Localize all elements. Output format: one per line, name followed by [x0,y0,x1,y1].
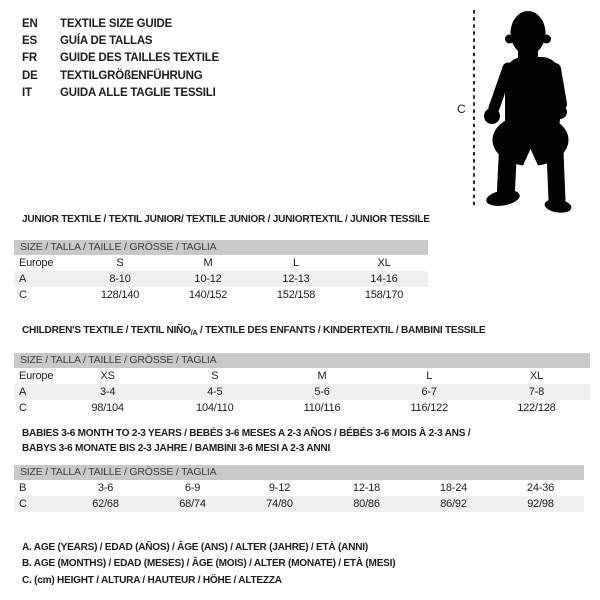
language-label: GUIDA ALLE TAGLIE TESSILI [60,87,216,100]
baby-figure [450,0,590,222]
title-line-2: BABYS 3-6 MONATE BIS 2-3 JAHRE / BAMBINI 3-6 MESI A 2-3 ANNI [22,442,331,454]
junior-textile-table [14,213,428,303]
footnote-a: A. AGE (YEARS) / EDAD (AÑOS) / ÂGE (ANS) / ALTER (JAHRE) / ETÀ (ANNI) [22,541,368,553]
table-row-europe [14,255,428,271]
size-value-cell: 128/140 [100,289,140,301]
table-row-europe [14,368,590,384]
size-value-cell: 62/68 [92,498,119,510]
language-row-de [22,67,219,84]
size-value-cell: 74/80 [266,498,293,510]
size-value-cell: 116/122 [410,402,448,414]
row-label-cell: A [19,273,27,285]
row-label-cell: Europe [19,370,54,382]
size-value-cell: 122/128 [517,402,556,414]
footnote-c: C. (cm) HEIGHT / ALTURA / HAUTEUR / HÖHE / ALTEZZA [22,573,282,586]
size-header-bar: SIZE / TALLA / TAILLE / GRÖSSE / TAGLIA [14,465,584,480]
table-row-height [14,400,590,416]
title-text: / TEXTILE DES ENFANTS / KINDERTEXTIL / BAMBINI TESSILE [197,324,486,336]
row-label-cell: A [19,386,27,398]
size-value-cell: 92/98 [527,498,554,510]
row-label-cell: C [19,498,27,510]
junior-table-rows [14,255,428,303]
size-header-bar: SIZE / TALLA / TAILLE / GRÖSSE / TAGLIA [14,353,590,368]
size-value-cell: 14-16 [370,273,398,285]
size-value-cell: 5-6 [314,386,330,398]
language-label: GUÍA DE TALLAS [60,35,153,48]
size-header-bar: SIZE / TALLA / TAILLE / GRÖSSE / TAGLIA [14,240,428,255]
row-label-cell: Europe [19,257,54,269]
language-row-fr [22,50,219,67]
size-value-cell: S [211,370,219,382]
title-text: CHILDREN'S TEXTILE / TEXTIL NIÑO [22,324,191,336]
footnotes [22,539,395,588]
childrens-table-rows [14,368,590,416]
size-value-cell: 4-5 [207,386,223,398]
language-code: ES [22,35,37,48]
size-value-cell: 12-18 [352,482,381,494]
size-value-cell: 10-12 [194,273,222,285]
size-value-cell: M [317,370,327,382]
size-value-cell: 152/158 [276,289,316,301]
babies-table-rows [14,480,584,512]
table-row-age [14,271,428,287]
language-label: TEXTILE SIZE GUIDE [60,17,173,30]
size-value-cell: M [203,257,213,269]
language-row-en [22,15,219,32]
size-value-cell: 104/110 [196,402,234,414]
language-code: DE [22,69,38,82]
baby-silhouette-icon [450,0,585,222]
row-label-cell: B [19,482,27,494]
language-label: TEXTILGRÖßENFÜHRUNG [60,69,203,82]
junior-table-title: JUNIOR TEXTILE / TEXTIL JUNIOR/ TEXTILE JUNIOR / JUNIORTEXTIL / JUNIOR TESSILE [22,213,430,225]
size-value-cell: 9-12 [268,482,291,494]
table-row-age [14,384,590,400]
size-value-cell: 158/170 [364,289,404,301]
size-value-cell: 7-8 [528,386,545,398]
babies-textile-table [14,426,584,512]
size-value-cell: 3-6 [97,482,114,494]
size-value-cell: L [293,257,299,269]
language-list [22,15,219,102]
size-value-cell: L [426,370,433,382]
language-label: GUIDE DES TAILLES TEXTILE [60,52,219,65]
language-code: FR [22,52,37,65]
row-label-cell: C [19,289,27,301]
childrens-table-title [22,324,567,339]
title-line-1: BABIES 3-6 MONTH TO 2-3 YEARS / BEBÉS 3-6 MESES A 2-3 AÑOS / BÉBÉS 3-6 MOIS À 2-3 ANS / [22,427,471,439]
size-value-cell: 8-10 [109,273,131,285]
row-label-cell: C [19,402,27,414]
childrens-textile-table [14,324,590,416]
table-row-months [14,480,584,496]
language-code: EN [22,17,38,30]
height-measure-label: C [457,102,466,116]
size-value-cell: 140/152 [188,289,228,301]
size-value-cell: 12-13 [282,273,310,285]
table-row-height [14,496,584,512]
table-row-height [14,287,428,303]
size-value-cell: 80/86 [353,498,380,510]
size-value-cell: XS [100,370,115,382]
size-value-cell: S [116,257,124,269]
size-value-cell: XL [529,370,543,382]
size-value-cell: 18-24 [439,482,468,494]
size-value-cell: 98/104 [91,402,124,414]
size-value-cell: 3-4 [99,386,116,398]
size-value-cell: 110/116 [303,402,341,414]
size-value-cell: 68/74 [179,498,206,510]
size-value-cell: 24-36 [526,482,555,494]
language-code: IT [22,87,32,100]
size-value-cell: 6-9 [184,482,201,494]
size-value-cell: 6-7 [421,386,437,398]
babies-table-title [22,426,562,456]
language-row-es [22,32,219,49]
language-row-it [22,85,219,102]
size-value-cell: XL [377,257,391,269]
size-value-cell: 86/92 [440,498,467,510]
footnote-b: B. AGE (MONTHS) / EDAD (MESES) / ÂGE (MOIS) / ALTER (MONATE) / ETÀ (MESI) [22,557,396,570]
title-subscript: /A [190,328,198,337]
